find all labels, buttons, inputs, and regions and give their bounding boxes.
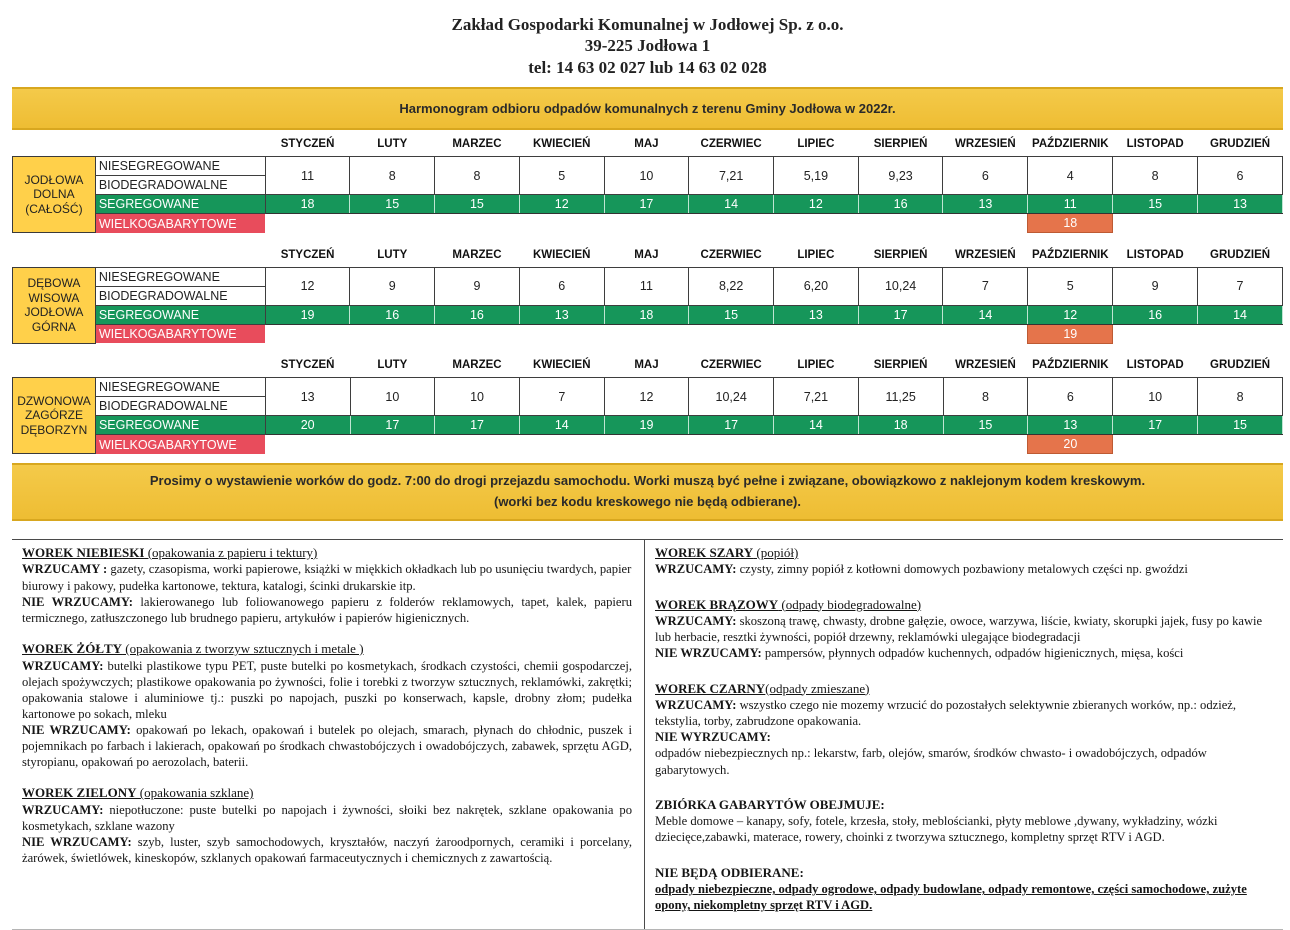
month-header: WRZESIEŃ bbox=[955, 359, 1016, 371]
info-section bbox=[22, 545, 632, 626]
pickup-day-segregated: 14 bbox=[1198, 305, 1283, 324]
month-header: LUTY bbox=[377, 248, 408, 261]
pickup-day-segregated: 13 bbox=[1028, 416, 1113, 435]
empty-cell bbox=[265, 214, 350, 233]
region-label-line: GÓRNA bbox=[31, 319, 76, 334]
section-heading bbox=[655, 597, 1273, 614]
pickup-day-segregated: 16 bbox=[1113, 305, 1198, 324]
row-label-biodegradowalne: BIODEGRADOWALNE bbox=[95, 286, 265, 305]
section-title: ZBIÓRKA GABARYTÓW OBEJMUJE: bbox=[655, 796, 885, 812]
empty-cell bbox=[604, 214, 689, 233]
pickup-day-segregated: 14 bbox=[774, 416, 859, 435]
month-header: GRUDZIEŃ bbox=[1210, 138, 1271, 150]
pickup-day-mixed: 9 bbox=[435, 267, 520, 305]
paragraph-label: WRZUCAMY: bbox=[655, 562, 737, 577]
pickup-day-segregated: 15 bbox=[350, 195, 435, 214]
section-subtitle: (opakowania szklane) bbox=[136, 785, 254, 801]
month-header: PAŹDZIERNIK bbox=[1032, 248, 1109, 261]
month-header: MARZEC bbox=[452, 138, 502, 150]
section-paragraph: NIE WRZUCAMY: lakierowanego lub foliowanowego papieru z folderów reklamowych, tapet, kalek, papieru termicznego, zatłuszczonego lub brudnego papieru, artykułów i papierów higienicznych. bbox=[22, 594, 632, 625]
empty-cell bbox=[689, 214, 774, 233]
month-header: LIPIEC bbox=[797, 359, 835, 371]
pickup-day-segregated: 19 bbox=[265, 305, 350, 324]
pickup-day-mixed: 11 bbox=[265, 157, 350, 195]
pickup-day-segregated: 14 bbox=[689, 195, 774, 214]
section-paragraph: WRZUCAMY: czysty, zimny popiół z kotłowni domowych pozbawiony metalowych części np. gwoździ bbox=[655, 562, 1188, 577]
table-corner-spacer bbox=[13, 353, 266, 378]
pickup-day-segregated: 15 bbox=[943, 416, 1028, 435]
company-header bbox=[12, 14, 1283, 78]
pickup-day-mixed: 8 bbox=[435, 157, 520, 195]
section-paragraph: odpadów niebezpiecznych np.: lekarstw, farb, olejów, smarów, środków chwasto- i owadobójczych, odpadów gabarytowych. bbox=[655, 746, 1207, 777]
pickup-day-mixed: 10,24 bbox=[689, 378, 774, 416]
empty-cell bbox=[350, 214, 435, 233]
empty-cell bbox=[265, 324, 350, 343]
section-paragraph: NIE WRZUCAMY: pampersów, płynnych odpadów kuchennych, odpadów higienicznych, mięsa, kości bbox=[655, 646, 1184, 661]
section-heading bbox=[655, 681, 1273, 698]
empty-cell bbox=[435, 435, 520, 454]
pickup-day-mixed: 9,23 bbox=[858, 157, 943, 195]
month-header: CZERWIEC bbox=[700, 359, 762, 371]
pickup-day-mixed: 11 bbox=[604, 267, 689, 305]
pickup-day-segregated: 12 bbox=[774, 195, 859, 214]
month-header: STYCZEŃ bbox=[280, 248, 335, 261]
row-label-wielkogabarytowe: WIELKOGABARYTOWE bbox=[95, 214, 265, 233]
section-title: WOREK CZARNY bbox=[655, 680, 766, 696]
paragraph-label: WRZUCAMY : bbox=[22, 562, 108, 577]
schedule-title: Harmonogram odbioru odpadów komunalnych z terenu Gminy Jodłowa w 2022r. bbox=[399, 100, 896, 116]
month-header: KWIECIEŃ bbox=[532, 138, 591, 150]
table-corner-spacer bbox=[13, 242, 266, 267]
pickup-day-segregated: 20 bbox=[265, 416, 350, 435]
row-label-niesegregowane: NIESEGREGOWANE bbox=[95, 378, 265, 397]
info-section bbox=[22, 641, 632, 770]
empty-cell bbox=[858, 324, 943, 343]
schedule-table-3 bbox=[12, 353, 1283, 455]
pickup-day-segregated: 19 bbox=[604, 416, 689, 435]
info-section bbox=[655, 681, 1273, 778]
row-label-segregowane: SEGREGOWANE bbox=[95, 195, 265, 214]
month-header: MARZEC bbox=[452, 248, 502, 261]
notice-line2: (worki bez kodu kreskowego nie będą odbierane). bbox=[493, 494, 801, 510]
pickup-day-segregated: 18 bbox=[604, 305, 689, 324]
month-header: CZERWIEC bbox=[700, 138, 762, 150]
empty-cell bbox=[774, 324, 859, 343]
section-subtitle: (opakowania z tworzyw sztucznych i metale ) bbox=[122, 640, 364, 656]
row-label-wielkogabarytowe: WIELKOGABARYTOWE bbox=[95, 435, 265, 454]
pickup-day-segregated: 15 bbox=[689, 305, 774, 324]
empty-cell bbox=[943, 435, 1028, 454]
pickup-day-mixed: 9 bbox=[1113, 267, 1198, 305]
empty-cell bbox=[943, 214, 1028, 233]
section-heading bbox=[655, 797, 1273, 814]
pickup-day-mixed: 7 bbox=[943, 267, 1028, 305]
paragraph-label: NIE WRZUCAMY: bbox=[22, 835, 132, 850]
pickup-day-mixed: 10 bbox=[350, 378, 435, 416]
month-header: SIERPIEŃ bbox=[873, 359, 928, 371]
section-paragraph: NIE WRZUCAMY: szyb, luster, szyb samochodowych, kryształów, naczyń żaroodpornych, ceramiki i porcelany, żarówek, świetlówek, kineskopów, szklanych opakowań farmaceutycznych i chemicznych z zawartością. bbox=[22, 835, 632, 866]
region-label-line: DZWONOWA bbox=[17, 393, 91, 408]
month-header: WRZESIEŃ bbox=[955, 138, 1016, 150]
month-header: MAJ bbox=[634, 359, 659, 371]
month-header: PAŹDZIERNIK bbox=[1032, 138, 1109, 150]
pickup-day-segregated: 13 bbox=[519, 305, 604, 324]
info-section bbox=[655, 797, 1273, 846]
empty-cell bbox=[435, 214, 520, 233]
region-label-line: DĘBORZYN bbox=[20, 423, 88, 438]
month-header: GRUDZIEŃ bbox=[1210, 248, 1271, 261]
region-label-line: DOLNA bbox=[33, 187, 75, 202]
section-paragraph: odpady niebezpieczne, odpady ogrodowe, odpady budowlane, odpady remontowe, części samochodowe, zużyte opony, niekompletny sprzęt RTV i AGD. bbox=[655, 882, 1247, 913]
empty-cell bbox=[265, 435, 350, 454]
month-header: LISTOPAD bbox=[1126, 359, 1184, 371]
pickup-day-mixed: 5,19 bbox=[774, 157, 859, 195]
section-heading bbox=[22, 545, 632, 562]
section-subtitle: (opakowania z papieru i tektury) bbox=[144, 544, 318, 560]
region-label-line: JODŁOWA bbox=[24, 172, 84, 187]
section-paragraph: WRZUCAMY: niepotłuczone: puste butelki po napojach i żywności, słoiki bez nakrętek, szklane opakowania po kosmetykach, szklane wazony bbox=[22, 802, 632, 834]
empty-cell bbox=[774, 214, 859, 233]
pickup-day-mixed: 11,25 bbox=[858, 378, 943, 416]
pickup-day-mixed: 8 bbox=[1198, 378, 1283, 416]
notice-line1: Prosimy o wystawienie worków do godz. 7:00 do drogi przejazdu samochodu. Worki muszą być pełne i związane, obowiązkowo z naklejonym kodem kreskowym. bbox=[149, 473, 1146, 489]
pickup-day-mixed: 7,21 bbox=[689, 157, 774, 195]
empty-cell bbox=[1198, 435, 1283, 454]
empty-cell bbox=[519, 324, 604, 343]
pickup-day-segregated: 18 bbox=[858, 416, 943, 435]
pickup-day-segregated: 16 bbox=[435, 305, 520, 324]
empty-cell bbox=[350, 324, 435, 343]
section-title: WOREK NIEBIESKI bbox=[22, 544, 145, 560]
empty-cell bbox=[774, 435, 859, 454]
pickup-day-segregated: 15 bbox=[435, 195, 520, 214]
company-address: 39-225 Jodłowa 1 bbox=[584, 36, 711, 56]
pickup-day-segregated: 18 bbox=[265, 195, 350, 214]
month-header: KWIECIEŃ bbox=[532, 248, 591, 261]
section-title: WOREK ŻÓŁTY bbox=[22, 640, 123, 656]
empty-cell bbox=[689, 324, 774, 343]
month-header: LISTOPAD bbox=[1126, 138, 1184, 150]
empty-cell bbox=[435, 324, 520, 343]
pickup-day-mixed: 8,22 bbox=[689, 267, 774, 305]
pickup-day-mixed: 4 bbox=[1028, 157, 1113, 195]
pickup-day-mixed: 10 bbox=[604, 157, 689, 195]
info-section bbox=[655, 545, 1273, 578]
row-label-segregowane: SEGREGOWANE bbox=[95, 416, 265, 435]
info-section bbox=[655, 865, 1273, 914]
schedule-table-1 bbox=[12, 132, 1283, 234]
section-subtitle: (odpady biodegradowalne) bbox=[778, 596, 922, 612]
table-corner-spacer bbox=[13, 132, 266, 157]
section-paragraph bbox=[655, 729, 1273, 745]
pickup-day-mixed: 10 bbox=[435, 378, 520, 416]
schedule-title-banner bbox=[12, 87, 1283, 130]
pickup-day-segregated: 15 bbox=[1113, 195, 1198, 214]
section-subtitle: (odpady zmieszane) bbox=[765, 680, 870, 696]
month-header: LUTY bbox=[377, 138, 408, 150]
month-header: LIPIEC bbox=[797, 138, 835, 150]
section-paragraph: WRZUCAMY : gazety, czasopisma, worki papierowe, książki w miękkich okładkach lub po usunięciu twardych, papier biurowy i pakowy, pudełka kartonowe, tektura, katalogi, ścinki drukarskie itp. bbox=[22, 562, 632, 593]
empty-cell bbox=[519, 214, 604, 233]
empty-cell bbox=[1113, 214, 1198, 233]
paragraph-label: WRZUCAMY: bbox=[22, 658, 104, 673]
pickup-day-bulky: 19 bbox=[1028, 324, 1113, 343]
pickup-day-segregated: 13 bbox=[943, 195, 1028, 214]
pickup-day-mixed: 5 bbox=[519, 157, 604, 195]
section-paragraph: NIE WRZUCAMY: opakowań po lekach, opakowań i butelek po olejach, smarach, płynach do chłodnic, puszek i pojemnikach po farbach i lakierach, opakowań po środkach chwastobójczych i owadobójczych, zabawek, sprzętu AGD, styropianu, opakowań po aerozolach, baterii. bbox=[22, 722, 632, 770]
row-label-wielkogabarytowe: WIELKOGABARYTOWE bbox=[95, 324, 265, 343]
empty-cell bbox=[1198, 324, 1283, 343]
section-paragraph: WRZUCAMY: butelki plastikowe typu PET, puste butelki po kosmetykach, środkach czystości, chemii gospodarczej, olejach spożywczych; plastikowe opakowania po żywności, folie i torebki z tworzyw sztucznych, reklamówki, zakrętki; opakowania stalowe i aluminiowe tj.: puszki po napojach, puszki po konserwach, kapsle, drobny złom; pudełka kartonowe po sokach, mleku bbox=[22, 658, 632, 721]
paragraph-label: WRZUCAMY: bbox=[22, 802, 104, 817]
month-header: GRUDZIEŃ bbox=[1210, 359, 1271, 371]
pickup-day-segregated: 13 bbox=[774, 305, 859, 324]
pickup-day-mixed: 7 bbox=[519, 378, 604, 416]
month-header: LIPIEC bbox=[797, 248, 835, 261]
pickup-day-segregated: 17 bbox=[604, 195, 689, 214]
pickup-day-mixed: 8 bbox=[350, 157, 435, 195]
section-title: NIE BĘDĄ ODBIERANE: bbox=[655, 864, 804, 880]
month-header: KWIECIEŃ bbox=[533, 359, 591, 371]
info-column-right bbox=[645, 540, 1283, 930]
paragraph-label: WRZUCAMY: bbox=[655, 614, 737, 629]
company-phone: tel: 14 63 02 027 lub 14 63 02 028 bbox=[528, 57, 767, 77]
section-paragraph: WRZUCAMY: skoszoną trawę, chwasty, drobne gałęzie, owoce, warzywa, liście, kwiaty, skorupki jajek, fusy po kawie lub herbacie, resztki żywności, popiół drzewny, reklamówki ulegające biodegradacji bbox=[655, 614, 1263, 645]
pickup-day-segregated: 17 bbox=[1113, 416, 1198, 435]
pickup-day-mixed: 6 bbox=[1028, 378, 1113, 416]
pickup-day-mixed: 10 bbox=[1113, 378, 1198, 416]
paragraph-label: NIE WRZUCAMY: bbox=[22, 722, 131, 737]
empty-cell bbox=[604, 435, 689, 454]
pickup-day-bulky: 18 bbox=[1028, 214, 1113, 233]
section-heading bbox=[655, 545, 1273, 562]
empty-cell bbox=[519, 435, 604, 454]
pickup-day-mixed: 7,21 bbox=[774, 378, 859, 416]
region-label-line: DĘBOWA bbox=[27, 276, 81, 290]
pickup-day-segregated: 14 bbox=[943, 305, 1028, 324]
paragraph-label: NIE WRZUCAMY: bbox=[22, 594, 133, 609]
month-header: PAŹDZIERNIK bbox=[1032, 359, 1109, 371]
pickup-day-segregated: 17 bbox=[858, 305, 943, 324]
row-label-biodegradowalne: BIODEGRADOWALNE bbox=[95, 176, 265, 195]
paragraph-label: NIE WYRZUCAMY: bbox=[655, 730, 771, 745]
info-section bbox=[655, 597, 1273, 662]
pickup-day-segregated: 16 bbox=[858, 195, 943, 214]
pickup-day-segregated: 17 bbox=[689, 416, 774, 435]
month-header: WRZESIEŃ bbox=[955, 248, 1016, 261]
empty-cell bbox=[1113, 435, 1198, 454]
month-header: MAJ bbox=[634, 248, 659, 261]
pickup-day-mixed: 8 bbox=[943, 378, 1028, 416]
region-label-line: WISOWA bbox=[28, 290, 80, 305]
month-header: STYCZEŃ bbox=[280, 138, 335, 150]
empty-cell bbox=[689, 435, 774, 454]
section-heading bbox=[22, 641, 632, 658]
month-header: SIERPIEŃ bbox=[873, 248, 928, 261]
region-label-line: ZAGÓRZE bbox=[24, 408, 83, 423]
month-header: LISTOPAD bbox=[1126, 248, 1184, 261]
empty-cell bbox=[1113, 324, 1198, 343]
pickup-day-mixed: 6 bbox=[1198, 157, 1283, 195]
section-subtitle: (popiół) bbox=[753, 544, 799, 560]
pickup-day-bulky: 20 bbox=[1028, 435, 1113, 454]
month-header: CZERWIEC bbox=[700, 248, 762, 261]
pickup-day-segregated: 17 bbox=[435, 416, 520, 435]
empty-cell bbox=[858, 214, 943, 233]
paragraph-label: NIE WRZUCAMY: bbox=[655, 646, 762, 661]
region-label-line: JODŁOWA bbox=[24, 305, 84, 320]
pickup-day-mixed: 12 bbox=[265, 267, 350, 305]
row-label-niesegregowane: NIESEGREGOWANE bbox=[95, 157, 265, 176]
month-header: MARZEC bbox=[452, 359, 502, 371]
pickup-day-mixed: 8 bbox=[1113, 157, 1198, 195]
sorting-info bbox=[12, 539, 1283, 930]
pickup-day-mixed: 12 bbox=[604, 378, 689, 416]
section-title: WOREK ZIELONY bbox=[22, 785, 137, 801]
pickup-day-mixed: 6 bbox=[943, 157, 1028, 195]
pickup-day-mixed: 6 bbox=[519, 267, 604, 305]
region-label bbox=[13, 267, 96, 343]
pickup-day-segregated: 13 bbox=[1198, 195, 1283, 214]
pickup-day-mixed: 5 bbox=[1028, 267, 1113, 305]
pickup-day-mixed: 10,24 bbox=[858, 267, 943, 305]
region-label bbox=[13, 378, 96, 454]
pickup-day-segregated: 16 bbox=[350, 305, 435, 324]
empty-cell bbox=[350, 435, 435, 454]
pickup-day-segregated: 14 bbox=[519, 416, 604, 435]
notice-banner bbox=[12, 463, 1283, 521]
empty-cell bbox=[604, 324, 689, 343]
section-paragraph: WRZUCAMY: wszystko czego nie mozemy wrzucić do pozostałych selektywnie zbieranych worków, np.: odzież, tekstylia, torby, zabrudzone opakowania. bbox=[655, 698, 1237, 729]
pickup-day-segregated: 17 bbox=[350, 416, 435, 435]
row-label-segregowane: SEGREGOWANE bbox=[95, 305, 265, 324]
empty-cell bbox=[943, 324, 1028, 343]
month-header: STYCZEŃ bbox=[280, 359, 335, 371]
schedule-tables bbox=[12, 132, 1283, 455]
pickup-day-segregated: 12 bbox=[519, 195, 604, 214]
section-heading bbox=[655, 865, 1273, 882]
pickup-day-segregated: 15 bbox=[1198, 416, 1283, 435]
info-section bbox=[22, 785, 632, 866]
pickup-day-mixed: 9 bbox=[350, 267, 435, 305]
pickup-day-mixed: 7 bbox=[1198, 267, 1283, 305]
row-label-niesegregowane: NIESEGREGOWANE bbox=[95, 267, 265, 286]
row-label-biodegradowalne: BIODEGRADOWALNE bbox=[95, 397, 265, 416]
info-column-left bbox=[12, 540, 645, 930]
pickup-day-segregated: 11 bbox=[1028, 195, 1113, 214]
empty-cell bbox=[858, 435, 943, 454]
region-label bbox=[13, 157, 96, 233]
section-paragraph: Meble domowe – kanapy, sofy, fotele, krzesła, stoły, meblościanki, płyty meblowe ,dywany, wykładziny, wózki dziecięce,zabawki, materace, rowery, choinki z tworzywa sztucznego, kompletny sprzęt RTV i AGD. bbox=[655, 814, 1218, 845]
pickup-day-mixed: 13 bbox=[265, 378, 350, 416]
empty-cell bbox=[1198, 214, 1283, 233]
month-header: LUTY bbox=[377, 359, 408, 371]
month-header: SIERPIEŃ bbox=[873, 138, 928, 150]
section-title: WOREK BRĄZOWY bbox=[655, 596, 779, 612]
region-label-line: (CAŁOŚĆ) bbox=[25, 202, 83, 217]
company-name: Zakład Gospodarki Komunalnej w Jodłowej Sp. z o.o. bbox=[451, 15, 844, 34]
section-title: WOREK SZARY bbox=[655, 544, 754, 560]
pickup-day-segregated: 12 bbox=[1028, 305, 1113, 324]
pickup-day-mixed: 6,20 bbox=[774, 267, 859, 305]
paragraph-label: WRZUCAMY: bbox=[655, 698, 737, 713]
month-header: MAJ bbox=[634, 138, 659, 150]
schedule-table-2 bbox=[12, 242, 1283, 344]
section-heading bbox=[22, 785, 632, 802]
